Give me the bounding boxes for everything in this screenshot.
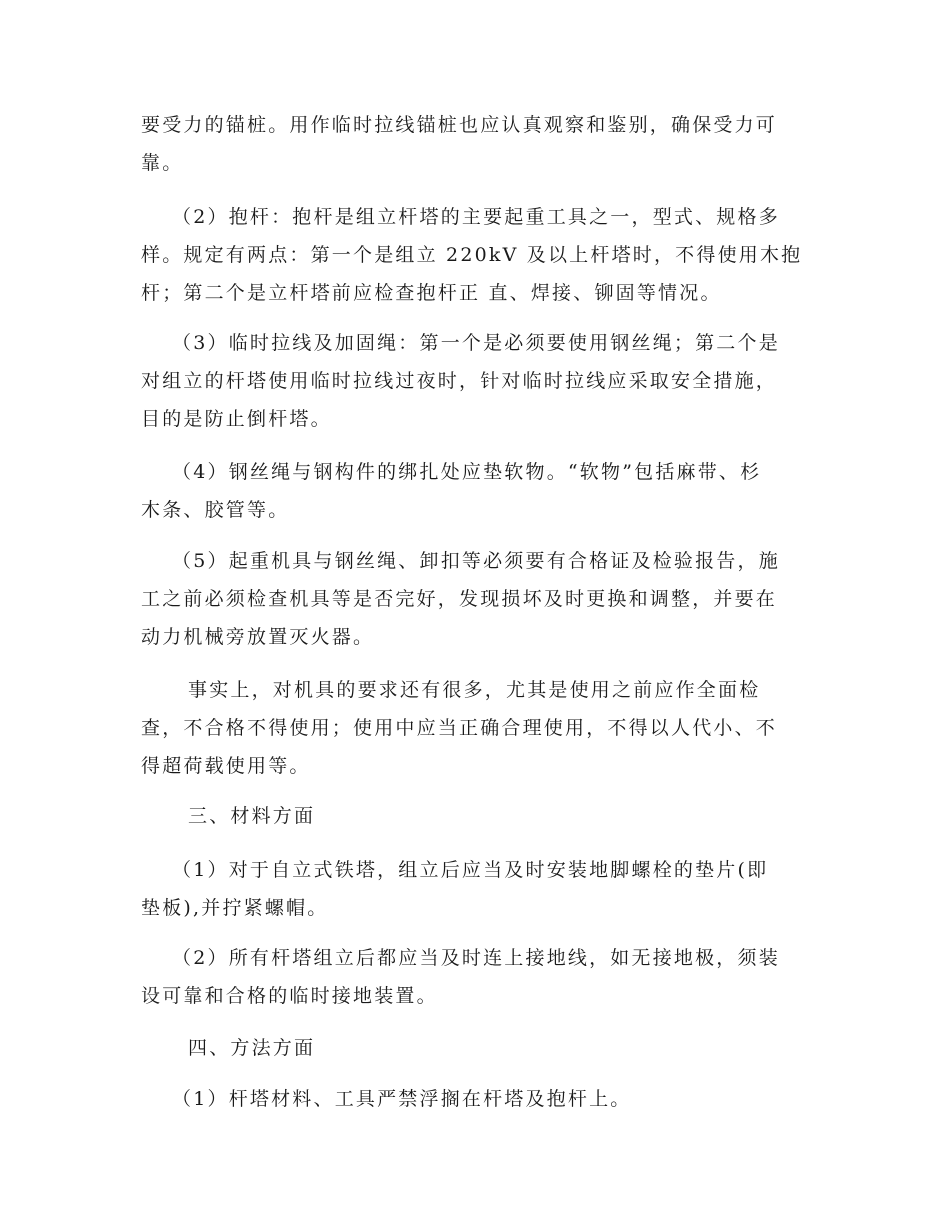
section-heading: 三、材料方面 bbox=[188, 805, 316, 827]
text-line: 动力机械旁放置灭火器。 bbox=[141, 626, 375, 648]
text-line: 得超荷载使用等。 bbox=[141, 755, 311, 777]
text-line: 对组立的杆塔使用临时拉线过夜时，针对临时拉线应采取安全措施， bbox=[141, 370, 778, 392]
text-line: 设可靠和合格的临时接地装置。 bbox=[141, 985, 438, 1007]
text-line: （1）对于自立式铁塔，组立后应当及时安装地脚螺栓的垫片(即 bbox=[172, 859, 769, 881]
text-line: 样。规定有两点：第一个是组立 220kV 及以上杆塔时，不得使用木抱 bbox=[141, 244, 803, 266]
text-line: 木条、胶管等。 bbox=[141, 499, 290, 521]
text-line: 目的是防止倒杆塔。 bbox=[141, 408, 332, 430]
text-line: 工之前必须检查机具等是否完好，发现损坏及时更换和调整，并要在 bbox=[141, 588, 778, 610]
text-line: （4）钢丝绳与钢构件的绑扎处应垫软物。“软物”包括麻带、杉 bbox=[172, 461, 762, 483]
text-line: （1）杆塔材料、工具严禁浮搁在杆塔及抱杆上。 bbox=[172, 1088, 632, 1110]
text-line: （5）起重机具与钢丝绳、卸扣等必须要有合格证及检验报告，施 bbox=[172, 550, 780, 572]
text-line: 事实上，对机具的要求还有很多，尤其是使用之前应作全面检 bbox=[188, 679, 761, 701]
text-line: （2）抱杆：抱杆是组立杆塔的主要起重工具之一，型式、规格多 bbox=[172, 206, 780, 228]
text-line: 查，不合格不得使用；使用中应当正确合理使用，不得以人代小、不 bbox=[141, 717, 778, 739]
text-line: 垫板),并拧紧螺帽。 bbox=[141, 897, 329, 919]
text-line: 杆；第二个是立杆塔前应检查抱杆正 直、焊接、铆固等情况。 bbox=[141, 282, 722, 304]
text-line: 靠。 bbox=[141, 152, 184, 174]
text-line: （3）临时拉线及加固绳：第一个是必须要使用钢丝绳；第二个是 bbox=[172, 332, 780, 354]
section-heading: 四、方法方面 bbox=[188, 1037, 316, 1059]
text-line: （2）所有杆塔组立后都应当及时连上接地线，如无接地极，须装 bbox=[172, 947, 780, 969]
text-line: 要受力的锚桩。用作临时拉线锚桩也应认真观察和鉴别，确保受力可 bbox=[141, 114, 778, 136]
